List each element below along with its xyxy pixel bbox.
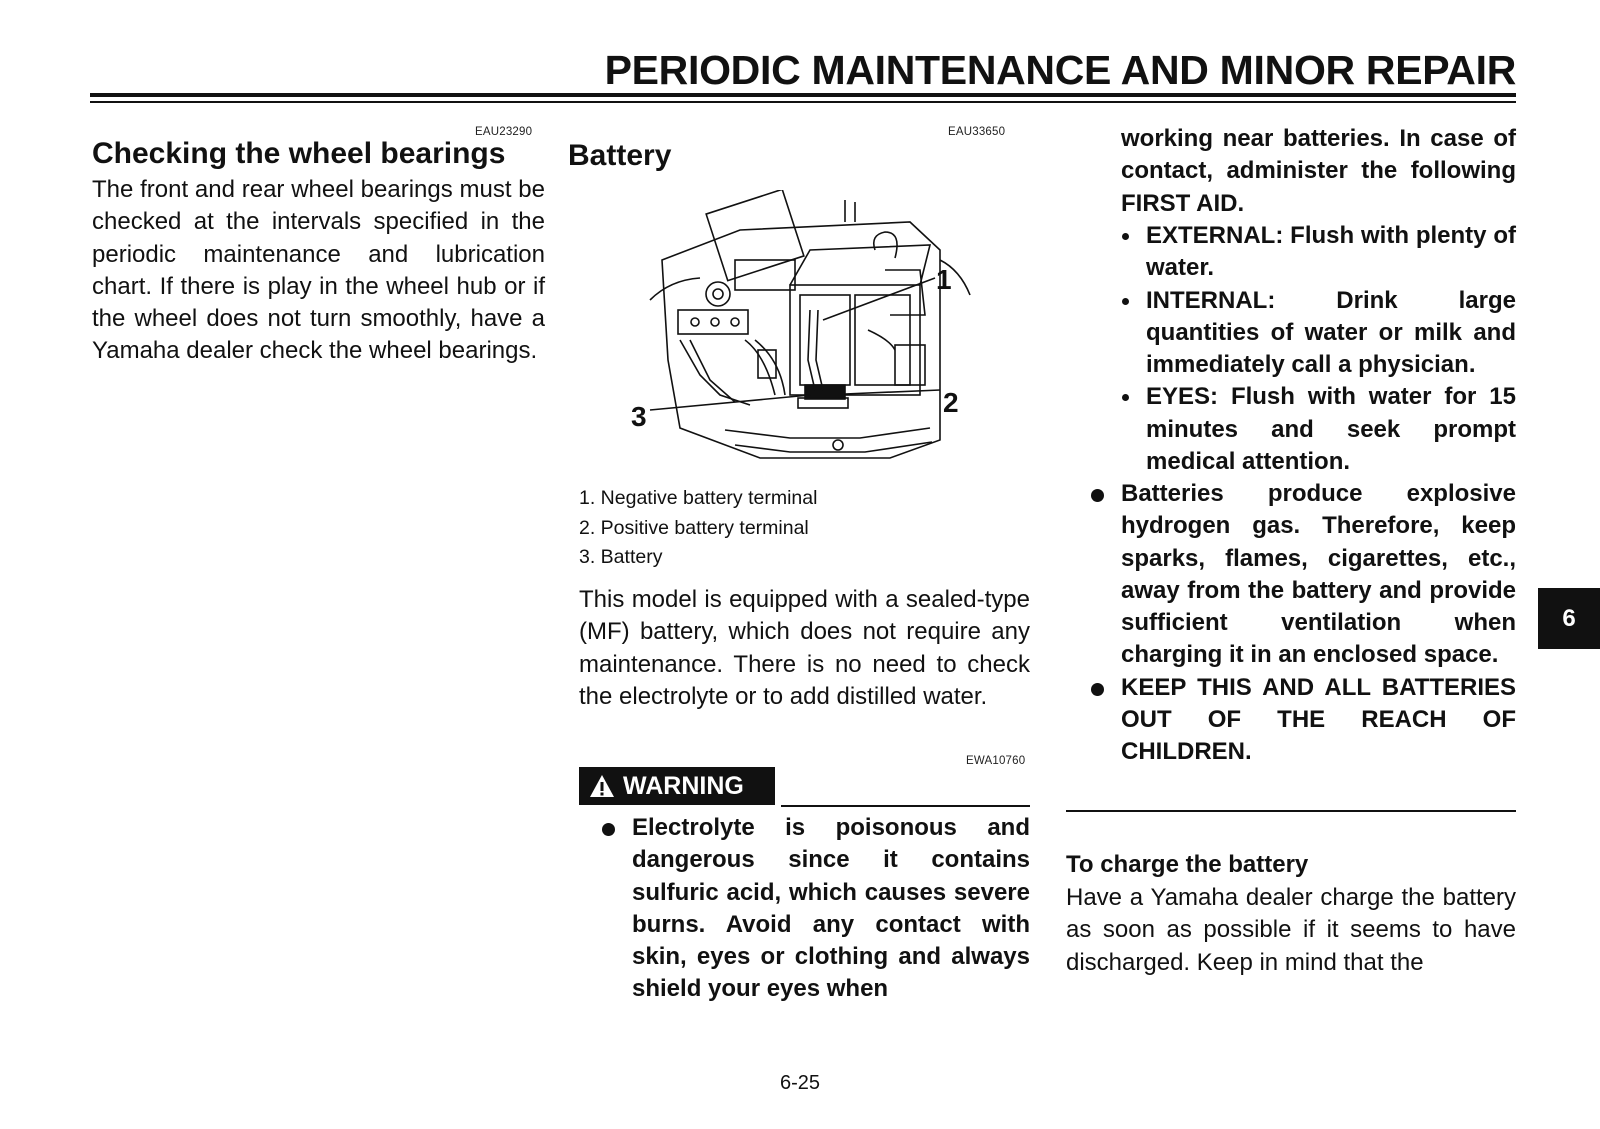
battery-body: This model is equipped with a sealed-type (MF) battery, which does not require any maintenance. There is no need to check the electrolyte or to add distilled water. [579, 586, 1030, 710]
wheel-bearings-body: The front and rear wheel bearings must be checked at the intervals specified in the periodic maintenance and lubrication chart. If there is play in the wheel hub or if the wheel does not turn smoothly, have a Yamaha dealer check the wheel bearings. [92, 176, 545, 365]
warning-list-continued [1121, 123, 1516, 220]
section-code: EAU33650 [948, 126, 1006, 138]
warning-item [1121, 478, 1516, 672]
page-number: 6-25 [779, 1072, 821, 1094]
header-rule-thick [90, 93, 1516, 97]
warning-item-text: working near batteries. In case of contact, administer the following FIRST AID. [1121, 125, 1516, 217]
warning-list [1121, 478, 1516, 769]
section-header: PERIODIC MAINTENANCE AND MINOR REPAIR [604, 47, 1516, 93]
battery-illustration [640, 190, 980, 475]
subsection-title: To charge the battery [1066, 851, 1309, 878]
first-aid-item [1146, 220, 1516, 285]
figure-legend [579, 484, 817, 573]
legend-item: 2. Positive battery terminal [579, 516, 809, 539]
bullet-icon [1091, 489, 1104, 502]
warning-code: EWA10760 [966, 755, 1026, 767]
legend-item: 1. Negative battery terminal [579, 487, 818, 509]
section-title: Checking the wheel bearings [92, 137, 506, 170]
warning-item [632, 812, 1030, 1006]
header-rule-thin [90, 101, 1516, 103]
callout-number: 2 [943, 387, 959, 418]
bullet-icon [1122, 394, 1129, 401]
warning-item [1121, 672, 1516, 769]
legend-item: 3. Battery [579, 546, 663, 568]
warning-label [579, 767, 775, 805]
warning-triangle-icon [589, 774, 615, 798]
first-aid-item-text: EXTERNAL: Flush with plenty of water. [1146, 222, 1516, 282]
warning-item-continued [1121, 123, 1516, 220]
callout-number: 3 [631, 401, 647, 432]
first-aid-item [1146, 381, 1516, 478]
first-aid-item-text: INTERNAL: Drink large quantities of water or milk and immediately call a physician. [1146, 286, 1516, 379]
first-aid-item-text: EYES: Flush with water for 15 minutes and seek prompt medical attention. [1146, 383, 1516, 476]
warning-rule [781, 805, 1030, 807]
first-aid-list [1146, 220, 1516, 478]
bullet-icon [602, 823, 615, 836]
callout-number: 1 [936, 264, 952, 295]
section-code: EAU23290 [475, 126, 533, 138]
warning-item-text: KEEP THIS AND ALL BATTERIES OUT OF THE REACH OF CHILDREN. [1121, 673, 1516, 766]
bullet-icon [1122, 233, 1129, 240]
section-title: Battery [568, 139, 672, 172]
warning-list [632, 812, 1030, 1006]
charge-body: Have a Yamaha dealer charge the battery as soon as possible if it seems to have discharged. Keep in mind that the [1066, 884, 1516, 976]
chapter-tab: 6 [1538, 588, 1600, 649]
warning-item-text: Electrolyte is poisonous and dangerous since it contains sulfuric acid, which causes severe burns. Avoid any contact with skin, eyes or clothing and always shield your eyes when [632, 814, 1030, 1003]
warning-end-rule [1066, 810, 1516, 812]
first-aid-item [1146, 285, 1516, 382]
bullet-icon [1122, 298, 1129, 305]
warning-item-text: Batteries produce explosive hydrogen gas. Therefore, keep sparks, flames, cigarettes, etc., away from the battery and provide sufficient ventilation when charging it in an enclosed space. [1121, 480, 1516, 669]
warning-label-text: WARNING [623, 771, 744, 800]
bullet-icon [1091, 683, 1104, 696]
